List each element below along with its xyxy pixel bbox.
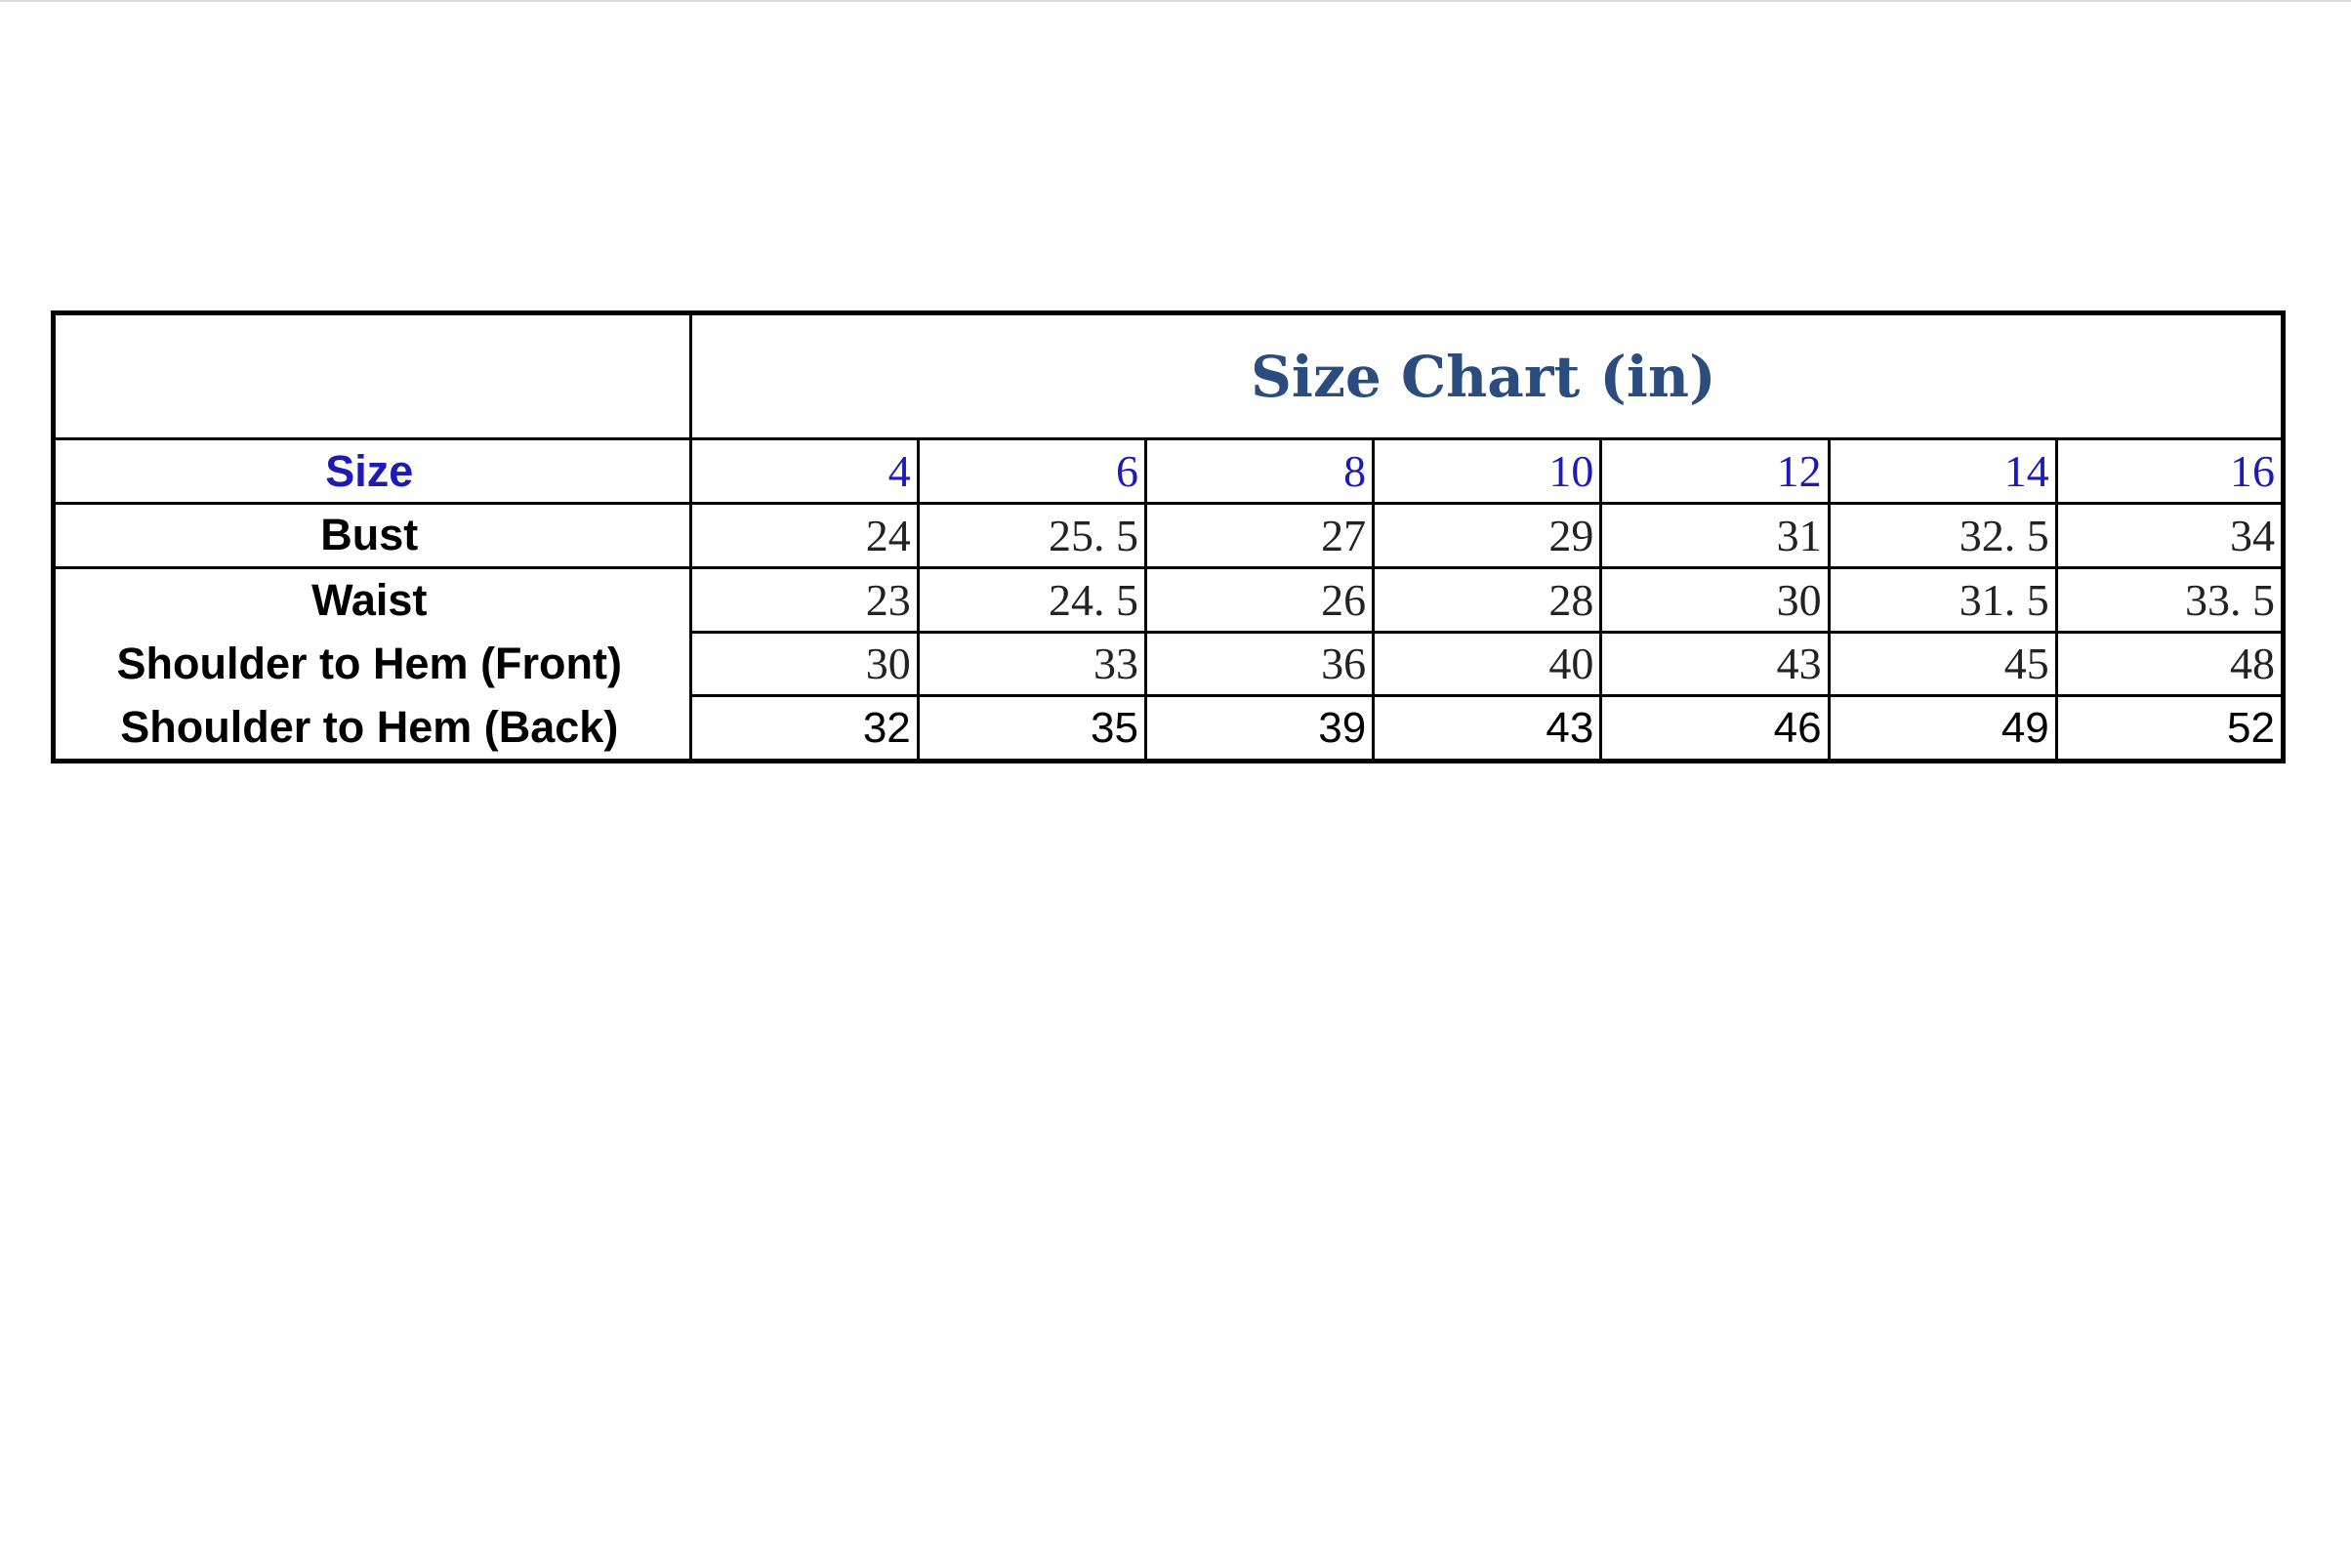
table-cell: 43 [1601, 632, 1829, 696]
table-cell: 48 [2056, 632, 2283, 696]
table-cell: 49 [1829, 696, 2056, 762]
table-cell: 52 [2056, 696, 2283, 762]
table-cell: 39 [1145, 696, 1373, 762]
table-cell: 24. 5 [918, 567, 1145, 632]
top-divider [0, 0, 2351, 2]
table-cell: 14 [1829, 439, 2056, 504]
table-cell: 35 [918, 696, 1145, 762]
row-label-shoulder-front: Shoulder to Hem (Front) [54, 632, 691, 696]
row-label-waist: Waist [54, 567, 691, 632]
table-cell: 16 [2056, 439, 2283, 504]
table-cell: 30 [690, 632, 918, 696]
table-cell: 24 [690, 504, 918, 568]
table-cell: 27 [1145, 504, 1373, 568]
row-label-size: Size [54, 439, 691, 504]
size-chart-table [51, 310, 2286, 763]
table-cell: 43 [1374, 696, 1601, 762]
table-cell: 31 [1601, 504, 1829, 568]
table-cell: 30 [1601, 567, 1829, 632]
table-cell: 4 [690, 439, 918, 504]
table-cell: 32 [690, 696, 918, 762]
row-label-shoulder-back: Shoulder to Hem (Back) [54, 696, 691, 762]
table-cell: 36 [1145, 632, 1373, 696]
table-row-bust [54, 504, 2284, 568]
row-label-bust: Bust [54, 504, 691, 568]
table-cell: 25. 5 [918, 504, 1145, 568]
table-cell: 32. 5 [1829, 504, 2056, 568]
table-row-waist [54, 567, 2284, 632]
table-row-size [54, 439, 2284, 504]
table-cell: 26 [1145, 567, 1373, 632]
table-cell: 45 [1829, 632, 2056, 696]
table-cell: 33 [918, 632, 1145, 696]
table-row-shoulder-back [54, 696, 2284, 762]
table-cell: 34 [2056, 504, 2283, 568]
table-cell: 46 [1601, 696, 1829, 762]
table-cell: 23 [690, 567, 918, 632]
table-title: Size Chart (in) [690, 313, 2283, 439]
table-cell: 12 [1601, 439, 1829, 504]
table-cell: 40 [1374, 632, 1601, 696]
table-cell: 8 [1145, 439, 1373, 504]
table-cell: 28 [1374, 567, 1601, 632]
table-cell: 33. 5 [2056, 567, 2283, 632]
table-cell: 10 [1374, 439, 1601, 504]
table-cell: 31. 5 [1829, 567, 2056, 632]
table-cell: 6 [918, 439, 1145, 504]
corner-cell [54, 313, 691, 439]
title-row [54, 313, 2284, 439]
table-cell: 29 [1374, 504, 1601, 568]
table-row-shoulder-front [54, 632, 2284, 696]
